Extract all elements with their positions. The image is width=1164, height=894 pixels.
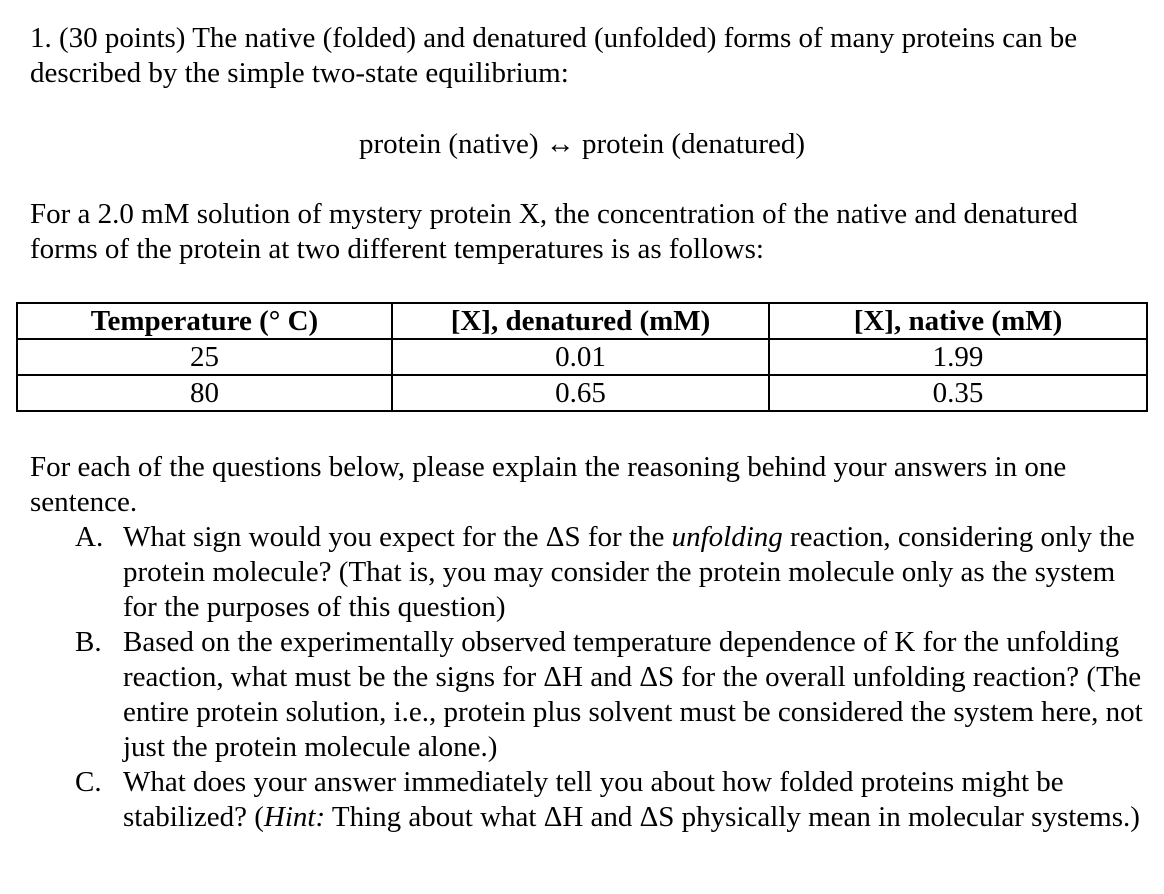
- equation-text: protein (native) ↔ protein (denatured): [358, 128, 806, 160]
- question-b: [75, 625, 1145, 765]
- concentration-table: [16, 302, 1148, 412]
- equilibrium-equation: [0, 127, 1164, 162]
- hint-label: Hint:: [263, 801, 326, 833]
- problem-intro: 1. (30 points) The native (folded) and denatured (unfolded) forms of many proteins can be described by the simple two-state equilibrium:: [30, 22, 1078, 89]
- table-header-row: [17, 303, 1147, 339]
- cell-denatured: 0.65: [392, 375, 769, 411]
- cell-denatured: 0.01: [392, 339, 769, 375]
- question-a: [75, 520, 1145, 625]
- question-c: [75, 765, 1145, 835]
- table-row: [17, 375, 1147, 411]
- cell-native: 0.35: [769, 375, 1147, 411]
- cell-native: 1.99: [769, 339, 1147, 375]
- question-text: Thing about what ΔH and ΔS physically mean in molecular systems.): [325, 801, 1140, 833]
- question-emphasis: unfolding: [671, 521, 783, 553]
- question-text: reaction, considering only the protein molecule? (That is, you may consider the protein molecule only as the system for the purposes of this question): [123, 521, 1135, 623]
- question-letter: C.: [75, 766, 102, 798]
- question-list: [75, 520, 1145, 835]
- question-letter: A.: [75, 521, 104, 553]
- problem-setup: For a 2.0 mM solution of mystery protein X, the concentration of the native and denatured forms of the protein at two different temperatures is as follows:: [30, 198, 1078, 265]
- cell-temperature: 25: [17, 339, 392, 375]
- question-text: Based on the experimentally observed temperature dependence of K for the unfolding reaction, what must be the signs for ΔH and ΔS for the overall unfolding reaction? (The entire protein solution, i.e., protein plus solvent must be considered the system here, not just the protein molecule alone.): [123, 626, 1143, 763]
- question-text: What sign would you expect for the ΔS for the: [123, 521, 672, 553]
- question-text: What does your answer immediately tell you about how folded proteins might be stabilized? (: [123, 766, 1064, 833]
- header-native: [X], native (mM): [769, 303, 1147, 339]
- instructions: For each of the questions below, please explain the reasoning behind your answers in one sentence.: [30, 451, 1067, 518]
- header-temperature: Temperature (° C): [17, 303, 392, 339]
- header-denatured: [X], denatured (mM): [392, 303, 769, 339]
- question-letter: B.: [75, 626, 102, 658]
- cell-temperature: 80: [17, 375, 392, 411]
- table-row: [17, 339, 1147, 375]
